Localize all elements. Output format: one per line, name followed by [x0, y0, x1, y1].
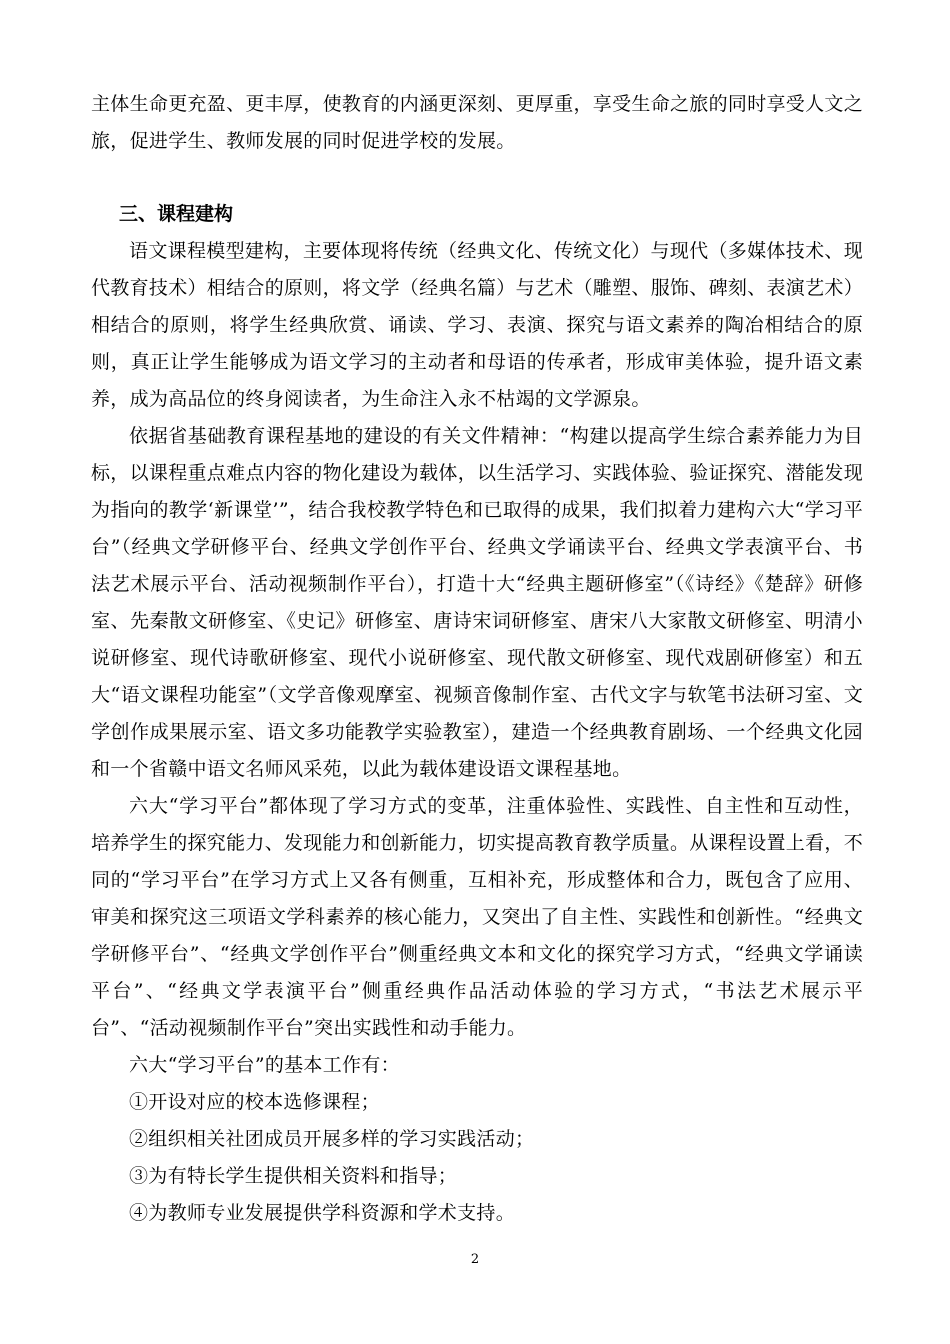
- page-body: [91, 86, 863, 1232]
- list-item-2: ②组织相关社团成员开展多样的学习实践活动；: [129, 1128, 535, 1150]
- page-number: 2: [470, 1252, 480, 1267]
- list-item-1: ①开设对应的校本选修课程；: [129, 1091, 380, 1113]
- section-spacer: [91, 160, 863, 196]
- paragraph-policy-basis: 依据省基础教育课程基地的建设的有关文件精神：“构建以提高学生综合素养能力为目标，以课程重点难点内容的物化建设为载体，以生活学习、实践体验、验证探究、潜能发现为指向的教学‘新课堂’”，结合我校教学特色和已取得的成果，我们拟着力建构六大“学习平台”（经典文学研修平台、经典文学创作平台、经典文学诵读平台、经典文学表演平台、书法艺术展示平台、活动视频制作平台），打造十大“经典主题研修室”（《诗经》《楚辞》研修室、先秦散文研修室、《史记》研修室、唐诗宋词研修室、唐宋八大家散文研修室、明清小说研修室、现代诗歌研修室、现代小说研修室、现代散文研修室、现代戏剧研修室）和五大“语文课程功能室”（文学音像观摩室、视频音像制作室、古代文字与软笔书法研习室、文学创作成果展示室、语文多功能教学实验教室），建造一个经典教育剧场、一个经典文化园和一个省赣中语文名师风采苑，以此为载体建设语文课程基地。: [91, 425, 864, 780]
- paragraph-basic-work-intro: 六大“学习平台”的基本工作有：: [129, 1054, 400, 1076]
- section-heading: 三、课程建构: [119, 203, 234, 225]
- list-item-3: ③为有特长学生提供相关资料和指导；: [129, 1165, 458, 1187]
- continuation-paragraph: 主体生命更充盈、更丰厚，使教育的内涵更深刻、更厚重，享受生命之旅的同时享受人文之旅，促进学生、教师发展的同时促进学校的发展。: [91, 93, 864, 152]
- paragraph-model-construction: 语文课程模型建构，主要体现将传统（经典文化、传统文化）与现代（多媒体技术、现代教育技术）相结合的原则，将文学（经典名篇）与艺术（雕塑、服饰、碑刻、表演艺术）相结合的原则，将学生经典欣赏、诵读、学习、表演、探究与语文素养的陶冶相结合的原则，真正让学生能够成为语文学习的主动者和母语的传承者，形成审美体验，提升语文素养，成为高品位的终身阅读者，为生命注入永不枯竭的文学源泉。: [91, 240, 864, 410]
- list-item-4: ④为教师专业发展提供学科资源和学术支持。: [129, 1202, 516, 1224]
- paragraph-learning-platforms: 六大“学习平台”都体现了学习方式的变革，注重体验性、实践性、自主性和互动性，培养学生的探究能力、发现能力和创新能力，切实提高教育教学质量。从课程设置上看，不同的“学习平台”在学习方式上又各有侧重，互相补充，形成整体和合力，既包含了应用、审美和探究这三项语文学科素养的核心能力，又突出了自主性、实践性和创新性。“经典文学研修平台”、“经典文学创作平台”侧重经典文本和文化的探究学习方式，“经典文学诵读平台”、“经典文学表演平台”侧重经典作品活动体验的学习方式，“书法艺术展示平台”、“活动视频制作平台”突出实践性和动手能力。: [91, 795, 864, 1039]
